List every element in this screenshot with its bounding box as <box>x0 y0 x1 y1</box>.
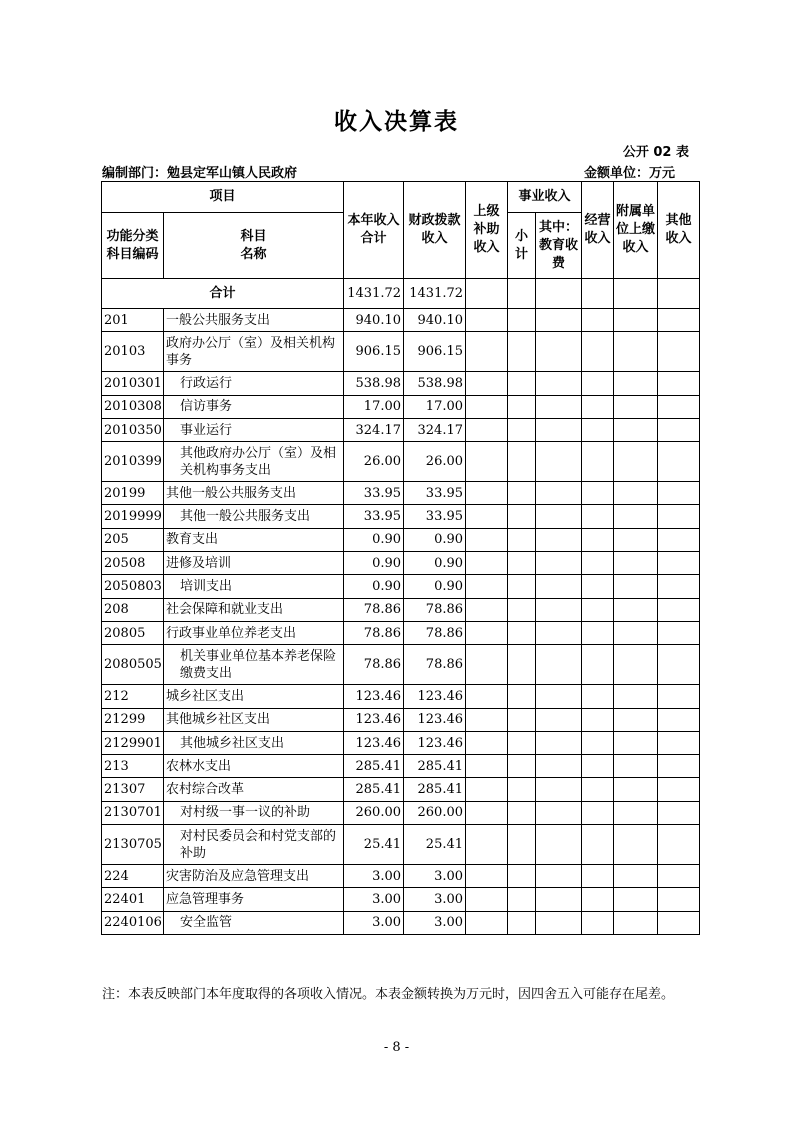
education-fee-cell <box>536 575 582 598</box>
amount-unit: 金额单位：万元 <box>583 166 675 181</box>
fiscal-allocation-cell: 78.86 <box>404 645 466 685</box>
education-fee-cell <box>536 418 582 441</box>
total-income-cell: 17.00 <box>344 395 404 418</box>
other-cell <box>658 442 700 482</box>
operating-cell <box>582 418 614 441</box>
fiscal-allocation-cell: 123.46 <box>404 685 466 708</box>
affiliated-cell <box>614 685 658 708</box>
subject-code: 2010308 <box>102 395 164 418</box>
career-subtotal-cell <box>508 645 536 685</box>
total-income-cell: 260.00 <box>344 801 404 824</box>
total-income-cell: 26.00 <box>344 442 404 482</box>
table-row <box>102 685 700 708</box>
superior-cell <box>466 911 508 934</box>
education-fee-cell <box>536 865 582 888</box>
total-income-cell: 123.46 <box>344 708 404 731</box>
subject-code: 201 <box>102 309 164 332</box>
career-subtotal-cell <box>508 575 536 598</box>
total-income-cell: 78.86 <box>344 645 404 685</box>
education-fee-cell <box>536 528 582 551</box>
fiscal-allocation-cell: 3.00 <box>404 865 466 888</box>
affiliated-cell <box>614 309 658 332</box>
education-fee-cell <box>536 911 582 934</box>
education-fee-cell <box>536 621 582 644</box>
operating-cell <box>582 528 614 551</box>
other-cell <box>658 482 700 505</box>
other-cell <box>658 505 700 528</box>
header-subject-name: 科目 名称 <box>164 213 344 279</box>
superior-cell <box>466 482 508 505</box>
other-cell <box>658 372 700 395</box>
fiscal-allocation-cell: 940.10 <box>404 309 466 332</box>
education-fee-cell <box>536 778 582 801</box>
education-fee-cell <box>536 645 582 685</box>
total-income-cell: 78.86 <box>344 621 404 644</box>
header-total-income: 本年收入 合计 <box>344 182 404 279</box>
subject-code: 2010301 <box>102 372 164 395</box>
total-income-cell: 285.41 <box>344 755 404 778</box>
career-subtotal-cell <box>508 395 536 418</box>
career-subtotal-cell <box>508 598 536 621</box>
total-income-cell: 33.95 <box>344 505 404 528</box>
career-subtotal-cell <box>508 332 536 372</box>
superior-cell <box>466 621 508 644</box>
superior-cell <box>466 755 508 778</box>
fiscal-allocation-cell: 26.00 <box>404 442 466 482</box>
subject-code: 2130701 <box>102 801 164 824</box>
subject-name: 城乡社区支出 <box>164 685 344 708</box>
total-fiscal-value: 1431.72 <box>404 279 466 309</box>
subject-code: 213 <box>102 755 164 778</box>
superior-cell <box>466 731 508 754</box>
superior-cell <box>466 418 508 441</box>
affiliated-cell <box>614 552 658 575</box>
superior-cell <box>466 801 508 824</box>
table-row <box>102 309 700 332</box>
superior-cell <box>466 645 508 685</box>
superior-cell <box>466 598 508 621</box>
subject-name: 进修及培训 <box>164 552 344 575</box>
header-affiliated-income: 附属单 位上缴 收入 <box>614 182 658 279</box>
fiscal-allocation-cell: 123.46 <box>404 708 466 731</box>
table-row <box>102 575 700 598</box>
operating-cell <box>582 598 614 621</box>
header-operating-income: 经营 收入 <box>582 182 614 279</box>
subject-code: 2010399 <box>102 442 164 482</box>
subject-code: 208 <box>102 598 164 621</box>
operating-cell <box>582 888 614 911</box>
other-cell <box>658 755 700 778</box>
education-fee-cell <box>536 708 582 731</box>
education-fee-cell <box>536 372 582 395</box>
operating-cell <box>582 731 614 754</box>
operating-cell <box>582 442 614 482</box>
total-income-cell: 0.90 <box>344 575 404 598</box>
fiscal-allocation-cell: 33.95 <box>404 482 466 505</box>
table-row <box>102 505 700 528</box>
total-label: 合计 <box>102 279 344 309</box>
operating-cell <box>582 552 614 575</box>
operating-cell <box>582 645 614 685</box>
fiscal-allocation-cell: 3.00 <box>404 911 466 934</box>
table-row <box>102 778 700 801</box>
subject-name: 信访事务 <box>164 395 344 418</box>
superior-cell <box>466 372 508 395</box>
subject-code: 224 <box>102 865 164 888</box>
operating-cell <box>582 575 614 598</box>
affiliated-cell <box>614 482 658 505</box>
table-row <box>102 552 700 575</box>
superior-cell <box>466 528 508 551</box>
superior-cell <box>466 442 508 482</box>
subject-name: 应急管理事务 <box>164 888 344 911</box>
total-income-cell: 0.90 <box>344 552 404 575</box>
other-cell <box>658 685 700 708</box>
education-fee-cell <box>536 505 582 528</box>
fiscal-allocation-cell: 0.90 <box>404 575 466 598</box>
compiling-department: 编制部门：勉县定军山镇人民政府 <box>102 166 298 181</box>
total-income-cell: 123.46 <box>344 731 404 754</box>
education-fee-cell <box>536 552 582 575</box>
fiscal-allocation-cell: 285.41 <box>404 778 466 801</box>
career-subtotal-cell <box>508 685 536 708</box>
fiscal-allocation-cell: 78.86 <box>404 598 466 621</box>
career-subtotal-cell <box>508 801 536 824</box>
education-fee-cell <box>536 825 582 865</box>
fiscal-allocation-cell: 324.17 <box>404 418 466 441</box>
table-row <box>102 645 700 685</box>
table-row <box>102 442 700 482</box>
total-income-cell: 123.46 <box>344 685 404 708</box>
superior-cell <box>466 778 508 801</box>
header-function-code: 功能分类 科目编码 <box>102 213 164 279</box>
total-income-cell: 3.00 <box>344 888 404 911</box>
other-cell <box>658 332 700 372</box>
table-row <box>102 708 700 731</box>
superior-cell <box>466 865 508 888</box>
subject-name: 对村民委员会和村党支部的补助 <box>164 825 344 865</box>
fiscal-allocation-cell: 33.95 <box>404 505 466 528</box>
subject-name: 其他一般公共服务支出 <box>164 505 344 528</box>
fiscal-allocation-cell: 123.46 <box>404 731 466 754</box>
other-cell <box>658 528 700 551</box>
fiscal-allocation-cell: 538.98 <box>404 372 466 395</box>
subject-name: 行政运行 <box>164 372 344 395</box>
superior-cell <box>466 505 508 528</box>
subject-code: 20805 <box>102 621 164 644</box>
other-cell <box>658 418 700 441</box>
subject-name: 安全监管 <box>164 911 344 934</box>
subject-name: 对村级一事一议的补助 <box>164 801 344 824</box>
operating-cell <box>582 911 614 934</box>
education-fee-cell <box>536 731 582 754</box>
career-subtotal-cell <box>508 911 536 934</box>
career-subtotal-cell <box>508 731 536 754</box>
superior-cell <box>466 685 508 708</box>
operating-cell <box>582 685 614 708</box>
education-fee-cell <box>536 888 582 911</box>
operating-cell <box>582 865 614 888</box>
operating-cell <box>582 778 614 801</box>
career-subtotal-cell <box>508 708 536 731</box>
subject-code: 20508 <box>102 552 164 575</box>
table-row <box>102 528 700 551</box>
fiscal-allocation-cell: 17.00 <box>404 395 466 418</box>
career-subtotal-cell <box>508 778 536 801</box>
career-subtotal-cell <box>508 442 536 482</box>
subject-name: 其他政府办公厅（室）及相关机构事务支出 <box>164 442 344 482</box>
header-fiscal-allocation: 财政拨款 收入 <box>404 182 466 279</box>
education-fee-cell <box>536 598 582 621</box>
subject-code: 212 <box>102 685 164 708</box>
subject-code: 22401 <box>102 888 164 911</box>
affiliated-cell <box>614 505 658 528</box>
career-subtotal-cell <box>508 552 536 575</box>
subject-name: 事业运行 <box>164 418 344 441</box>
fiscal-allocation-cell: 0.90 <box>404 528 466 551</box>
other-cell <box>658 865 700 888</box>
table-row <box>102 888 700 911</box>
table-row <box>102 332 700 372</box>
education-fee-cell <box>536 482 582 505</box>
subject-name: 培训支出 <box>164 575 344 598</box>
subject-code: 21307 <box>102 778 164 801</box>
operating-cell <box>582 309 614 332</box>
page-title: 收入决算表 <box>334 109 459 135</box>
header-subtotal: 小 计 <box>508 213 536 279</box>
other-cell <box>658 598 700 621</box>
public-table-number: 公开 02 表 <box>622 145 689 160</box>
total-row <box>102 279 700 309</box>
total-income-cell: 906.15 <box>344 332 404 372</box>
subject-name: 其他城乡社区支出 <box>164 708 344 731</box>
subject-code: 2240106 <box>102 911 164 934</box>
subject-code: 2130705 <box>102 825 164 865</box>
education-fee-cell <box>536 801 582 824</box>
affiliated-cell <box>614 332 658 372</box>
career-subtotal-cell <box>508 755 536 778</box>
superior-cell <box>466 708 508 731</box>
career-subtotal-cell <box>508 418 536 441</box>
fiscal-allocation-cell: 3.00 <box>404 888 466 911</box>
table-row <box>102 911 700 934</box>
subject-name: 社会保障和就业支出 <box>164 598 344 621</box>
operating-cell <box>582 825 614 865</box>
superior-cell <box>466 575 508 598</box>
total-income-cell: 25.41 <box>344 825 404 865</box>
table-row <box>102 825 700 865</box>
affiliated-cell <box>614 825 658 865</box>
total-income-cell: 940.10 <box>344 309 404 332</box>
total-income-cell: 3.00 <box>344 911 404 934</box>
subject-code: 20103 <box>102 332 164 372</box>
subject-code: 2129901 <box>102 731 164 754</box>
header-superior-subsidy: 上级 补助 收入 <box>466 182 508 279</box>
header-career-income: 事业收入 <box>508 182 582 213</box>
affiliated-cell <box>614 778 658 801</box>
affiliated-cell <box>614 865 658 888</box>
career-subtotal-cell <box>508 482 536 505</box>
superior-cell <box>466 825 508 865</box>
table-row <box>102 801 700 824</box>
income-table <box>101 181 700 935</box>
affiliated-cell <box>614 708 658 731</box>
total-income-value: 1431.72 <box>344 279 404 309</box>
total-income-cell: 3.00 <box>344 865 404 888</box>
other-cell <box>658 309 700 332</box>
header-project: 项目 <box>102 182 344 213</box>
operating-cell <box>582 395 614 418</box>
career-subtotal-cell <box>508 825 536 865</box>
other-cell <box>658 621 700 644</box>
table-row <box>102 865 700 888</box>
subject-name: 农林水支出 <box>164 755 344 778</box>
career-subtotal-cell <box>508 309 536 332</box>
fiscal-allocation-cell: 260.00 <box>404 801 466 824</box>
total-income-cell: 285.41 <box>344 778 404 801</box>
other-cell <box>658 731 700 754</box>
superior-cell <box>466 395 508 418</box>
education-fee-cell <box>536 395 582 418</box>
career-subtotal-cell <box>508 372 536 395</box>
subject-name: 其他城乡社区支出 <box>164 731 344 754</box>
table-row <box>102 755 700 778</box>
affiliated-cell <box>614 395 658 418</box>
other-cell <box>658 825 700 865</box>
other-cell <box>658 801 700 824</box>
subject-name: 其他一般公共服务支出 <box>164 482 344 505</box>
subject-name: 机关事业单位基本养老保险缴费支出 <box>164 645 344 685</box>
fiscal-allocation-cell: 25.41 <box>404 825 466 865</box>
table-row <box>102 395 700 418</box>
affiliated-cell <box>614 645 658 685</box>
education-fee-cell <box>536 332 582 372</box>
career-subtotal-cell <box>508 888 536 911</box>
fiscal-allocation-cell: 78.86 <box>404 621 466 644</box>
total-income-cell: 78.86 <box>344 598 404 621</box>
affiliated-cell <box>614 911 658 934</box>
operating-cell <box>582 708 614 731</box>
subject-name: 一般公共服务支出 <box>164 309 344 332</box>
other-cell <box>658 552 700 575</box>
subject-code: 20199 <box>102 482 164 505</box>
affiliated-cell <box>614 755 658 778</box>
affiliated-cell <box>614 621 658 644</box>
other-cell <box>658 395 700 418</box>
other-cell <box>658 575 700 598</box>
table-row <box>102 598 700 621</box>
operating-cell <box>582 621 614 644</box>
other-cell <box>658 708 700 731</box>
career-subtotal-cell <box>508 621 536 644</box>
total-income-cell: 324.17 <box>344 418 404 441</box>
superior-cell <box>466 888 508 911</box>
table-row <box>102 482 700 505</box>
subject-name: 灾害防治及应急管理支出 <box>164 865 344 888</box>
table-row <box>102 418 700 441</box>
operating-cell <box>582 332 614 372</box>
subject-name: 农村综合改革 <box>164 778 344 801</box>
fiscal-allocation-cell: 285.41 <box>404 755 466 778</box>
fiscal-allocation-cell: 0.90 <box>404 552 466 575</box>
other-cell <box>658 911 700 934</box>
operating-cell <box>582 482 614 505</box>
operating-cell <box>582 801 614 824</box>
fiscal-allocation-cell: 906.15 <box>404 332 466 372</box>
subject-name: 政府办公厅（室）及相关机构事务 <box>164 332 344 372</box>
operating-cell <box>582 755 614 778</box>
affiliated-cell <box>614 801 658 824</box>
total-income-cell: 538.98 <box>344 372 404 395</box>
subject-code: 205 <box>102 528 164 551</box>
other-cell <box>658 778 700 801</box>
subject-code: 21299 <box>102 708 164 731</box>
affiliated-cell <box>614 418 658 441</box>
affiliated-cell <box>614 888 658 911</box>
affiliated-cell <box>614 598 658 621</box>
superior-cell <box>466 332 508 372</box>
subject-code: 2080505 <box>102 645 164 685</box>
career-subtotal-cell <box>508 865 536 888</box>
affiliated-cell <box>614 528 658 551</box>
header-other-income: 其他 收入 <box>658 182 700 279</box>
subject-code: 2050803 <box>102 575 164 598</box>
subject-name: 行政事业单位养老支出 <box>164 621 344 644</box>
operating-cell <box>582 505 614 528</box>
operating-cell <box>582 372 614 395</box>
total-income-cell: 0.90 <box>344 528 404 551</box>
affiliated-cell <box>614 575 658 598</box>
career-subtotal-cell <box>508 528 536 551</box>
table-row <box>102 621 700 644</box>
table-row <box>102 372 700 395</box>
education-fee-cell <box>536 309 582 332</box>
affiliated-cell <box>614 442 658 482</box>
other-cell <box>658 888 700 911</box>
education-fee-cell <box>536 685 582 708</box>
affiliated-cell <box>614 731 658 754</box>
education-fee-cell <box>536 442 582 482</box>
superior-cell <box>466 309 508 332</box>
affiliated-cell <box>614 372 658 395</box>
page-number: - 8 - <box>383 1040 410 1055</box>
header-education-fee: 其中： 教育收 费 <box>536 213 582 279</box>
table-note: 注：本表反映部门本年度取得的各项收入情况。本表金额转换为万元时，因四舍五入可能存在尾差。 <box>102 987 675 1002</box>
superior-cell <box>466 552 508 575</box>
total-income-cell: 33.95 <box>344 482 404 505</box>
table-row <box>102 731 700 754</box>
subject-code: 2010350 <box>102 418 164 441</box>
education-fee-cell <box>536 755 582 778</box>
other-cell <box>658 645 700 685</box>
subject-name: 教育支出 <box>164 528 344 551</box>
career-subtotal-cell <box>508 505 536 528</box>
subject-code: 2019999 <box>102 505 164 528</box>
